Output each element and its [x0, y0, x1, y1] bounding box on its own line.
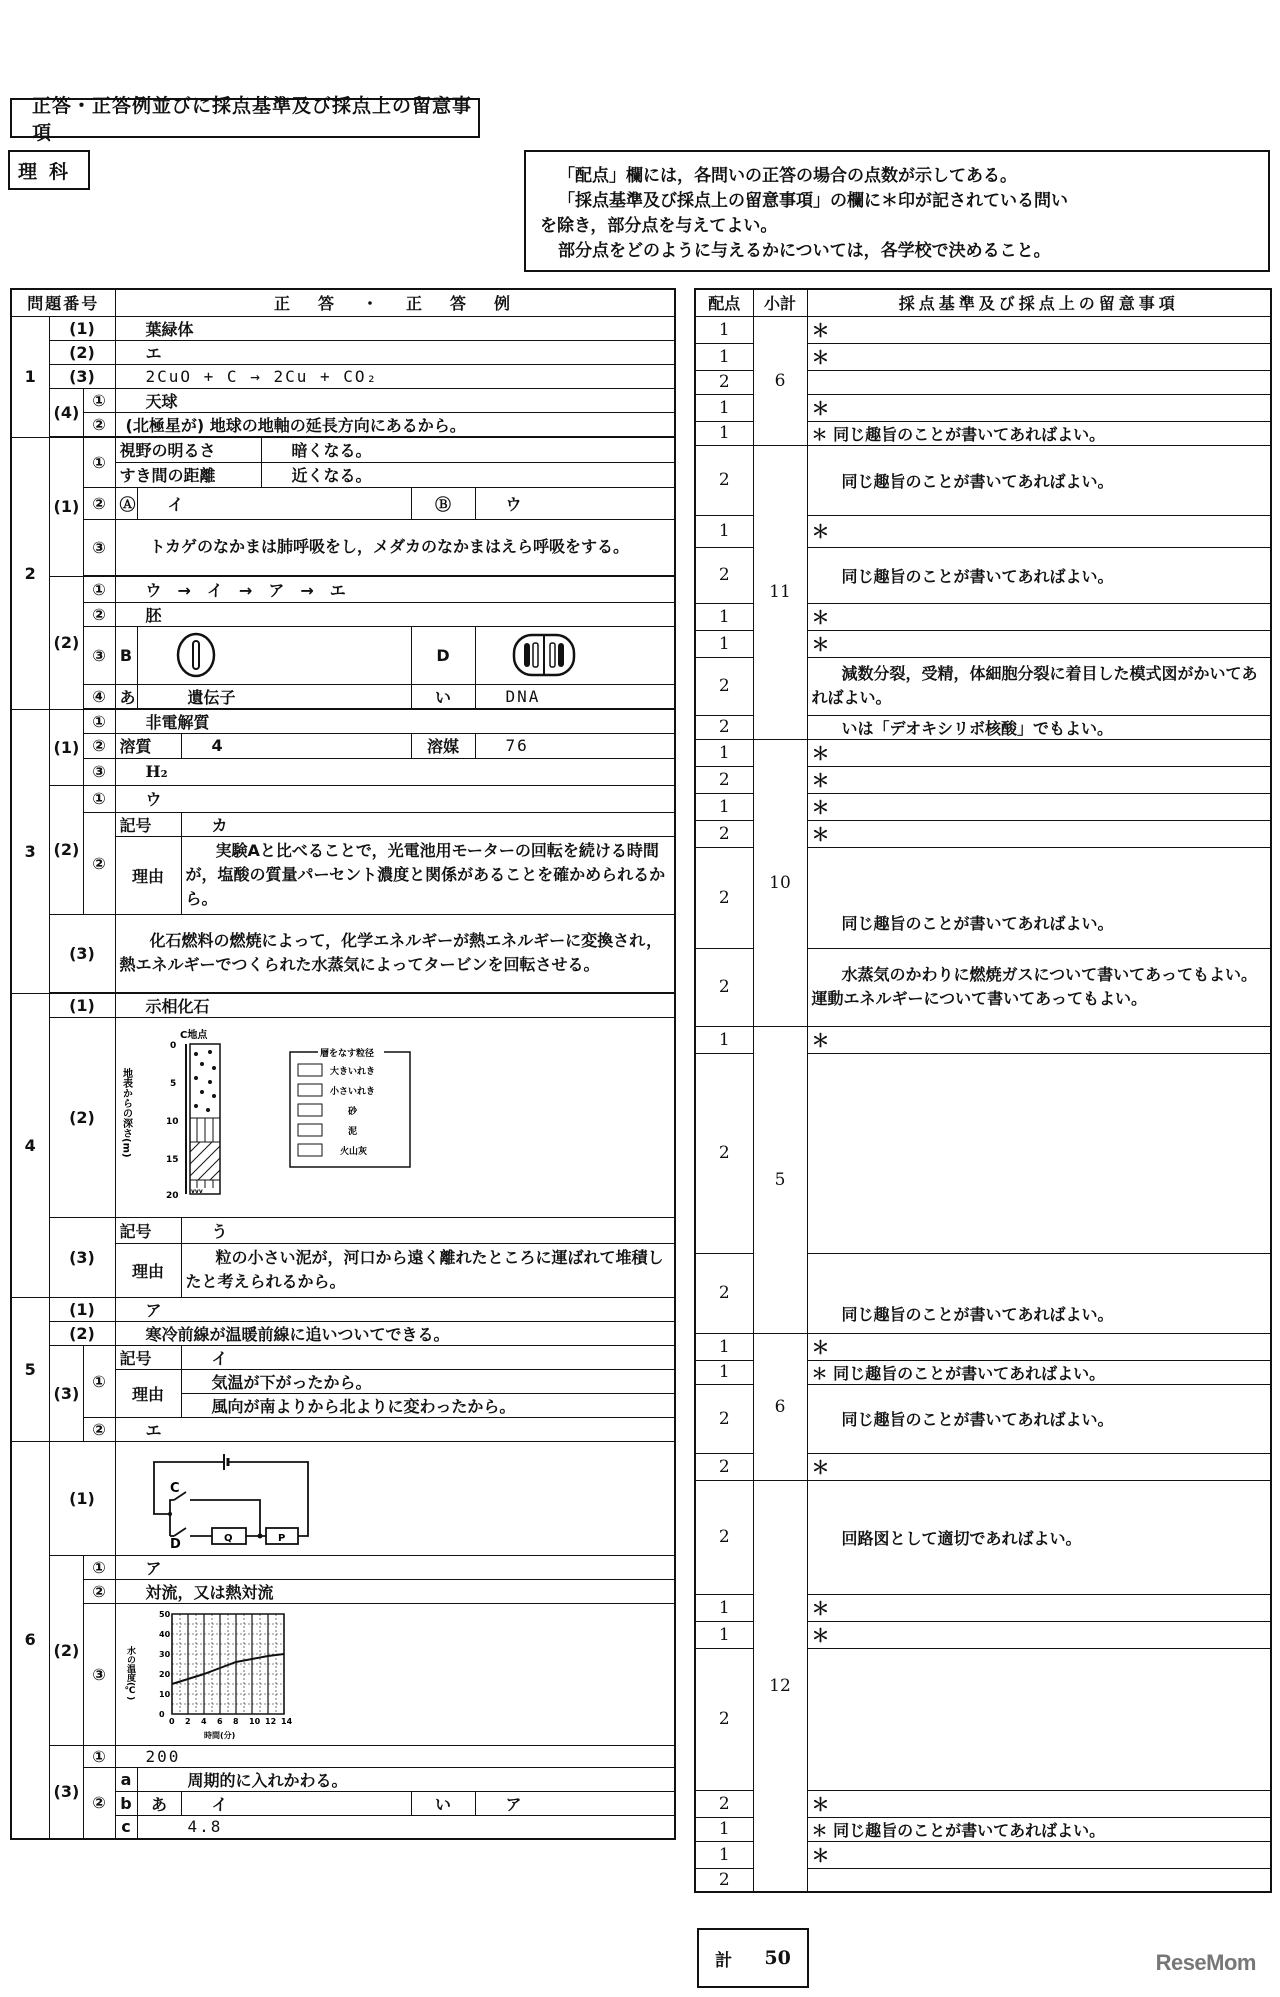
answer: 胚 [115, 602, 675, 626]
circuit-diagram-cell [115, 1441, 675, 1555]
sub-label: ② [83, 1579, 115, 1603]
answer: 寒冷前線が温暖前線に追いついてできる。 [115, 1321, 675, 1345]
reason-line: 風向が南よりから北よりに変わったから。 [181, 1393, 675, 1417]
reason-value: 粒の小さい泥が，河口から遠く離れたところに運ばれて堆積したと考えられるから。 [181, 1243, 675, 1297]
ytick: 5 [169, 1079, 176, 1089]
scoring-table [694, 288, 1272, 1893]
solute-value: 4 [181, 733, 411, 758]
note-star: ＊ [807, 1453, 1271, 1480]
part-label: (1) [49, 1297, 115, 1321]
points: 2 [695, 1790, 753, 1817]
note-star: ＊ [807, 766, 1271, 793]
svg-text:10: 10 [248, 1717, 260, 1726]
sub-label: ① [83, 785, 115, 812]
answer: ウ → イ → ア → エ [115, 576, 675, 602]
sub-label: ② [83, 1767, 115, 1839]
reason-label: 理由 [115, 836, 181, 914]
note: 水蒸気のかわりに燃焼ガスについて書いてあってもよい。運動エネルギーについて書いてあってもよい。 [807, 948, 1271, 1026]
answer: ア [475, 1791, 675, 1815]
instruction-line: を除き，部分点を与えてよい。 [540, 216, 778, 236]
instruction-line: 「配点」欄には，各問いの正答の場合の点数が示してある。 [558, 166, 1017, 186]
symbol-value: カ [181, 812, 675, 836]
points: 2 [695, 1384, 753, 1453]
points: 1 [695, 515, 753, 547]
total-value: 50 [764, 1947, 791, 1969]
svg-text:12: 12 [264, 1717, 276, 1726]
ytick: 15 [165, 1155, 179, 1165]
note-star: ＊ [807, 1841, 1271, 1868]
svg-text:8: 8 [232, 1717, 239, 1726]
resistor-q-label: Q [223, 1533, 233, 1544]
subtotal: 6 [753, 316, 807, 445]
resemom-logo: ReseMom [1155, 1950, 1256, 1975]
svg-text:50: 50 [158, 1610, 170, 1619]
cell-single-chromosome-icon [172, 631, 232, 679]
points: 1 [695, 394, 753, 421]
answer-equation: 2CuO + C → 2Cu + CO₂ [115, 364, 675, 388]
svg-text:4: 4 [200, 1717, 207, 1726]
observation-value: 暗くなる。 [261, 437, 675, 462]
switch-d-label: D [169, 1537, 181, 1548]
svg-text:0: 0 [168, 1717, 175, 1726]
instructions-box [524, 150, 1270, 272]
note-star: ＊ [807, 820, 1271, 847]
chart-xlabel: 時間(分) [203, 1731, 235, 1740]
legend-title: 層をなす粒径 [319, 1049, 374, 1059]
part-label: (1) [49, 993, 115, 1017]
sub-label: ② [83, 1417, 115, 1441]
question-number: 6 [11, 1441, 49, 1839]
reason-line: 気温が下がったから。 [181, 1369, 675, 1393]
note-star: ＊ [807, 1333, 1271, 1360]
answer: エ [115, 340, 675, 364]
sub-label: ① [83, 388, 115, 412]
answer: 遺伝子 [137, 684, 411, 708]
svg-text:10: 10 [158, 1690, 170, 1699]
temperature-chart-cell [115, 1603, 675, 1745]
answer: イ [137, 487, 411, 519]
note-star: ＊ [807, 793, 1271, 820]
answer: 周期的に入れかわる。 [137, 1767, 675, 1791]
note: 同じ趣旨のことが書いてあればよい。 [807, 1253, 1271, 1333]
mark-b: い [411, 684, 475, 708]
cell-dividing-icon [510, 631, 590, 679]
part-label: (2) [49, 576, 83, 709]
note-star: ＊ [807, 343, 1271, 370]
part-label: (4) [49, 388, 83, 436]
observation-key: すき間の距離 [115, 462, 261, 487]
mark-b: い [411, 1791, 475, 1815]
subject-label: 理科 [8, 150, 90, 190]
answer: エ [115, 1417, 675, 1441]
answer: 示相化石 [115, 993, 675, 1017]
answer: 非電解質 [115, 709, 675, 733]
note-empty [807, 1868, 1271, 1892]
note-star: ＊ [807, 316, 1271, 343]
subtotal: 11 [753, 445, 807, 739]
symbol-value: イ [181, 1345, 675, 1369]
observation-key: 視野の明るさ [115, 437, 261, 462]
sub-label: ① [83, 1555, 115, 1579]
points: 1 [695, 1841, 753, 1868]
svg-text:30: 30 [158, 1650, 170, 1659]
ytick: 20 [165, 1191, 179, 1201]
note: 同じ趣旨のことが書いてあればよい。 [807, 445, 1271, 515]
note-star: ＊ [807, 394, 1271, 421]
switch-c-label: C [169, 1481, 180, 1496]
answer: ア [115, 1297, 675, 1321]
points: 2 [695, 1053, 753, 1253]
note: 同じ趣旨のことが書いてあればよい。 [807, 847, 1271, 948]
sub-label: ① [83, 709, 115, 733]
part-label: (1) [49, 437, 83, 576]
solute-label: 溶質 [115, 733, 181, 758]
note: 減数分裂，受精，体細胞分裂に着目した模式図がかいてあればよい。 [807, 657, 1271, 715]
points: 2 [695, 1868, 753, 1892]
answer: H₂ [115, 758, 675, 785]
part-label: (1) [49, 316, 115, 340]
header-question-number: 問題番号 [11, 289, 115, 316]
circuit-diagram [120, 1448, 360, 1548]
points: 1 [695, 1621, 753, 1648]
points: 1 [695, 1360, 753, 1384]
note-star: ＊ [807, 1594, 1271, 1621]
answer: DNA [475, 684, 675, 708]
answers-table [10, 288, 676, 1840]
page-title: 正答・正答例並びに採点基準及び採点上の留意事項 [10, 98, 480, 138]
points: 2 [695, 1648, 753, 1790]
svg-text:2: 2 [184, 1717, 191, 1726]
sub-label: ② [83, 602, 115, 626]
note-empty [807, 1648, 1271, 1790]
note-star: ＊ [807, 739, 1271, 766]
answer: ウ [475, 487, 675, 519]
header-points: 配点 [695, 289, 753, 316]
question-number: 4 [11, 993, 49, 1297]
points: 1 [695, 343, 753, 370]
diagram-label-b: B [115, 626, 137, 684]
item-label-a: a [115, 1767, 137, 1791]
observation-value: 近くなる。 [261, 462, 675, 487]
sub-label: ③ [83, 1603, 115, 1745]
total-label: 計 [715, 1950, 733, 1971]
points: 2 [695, 1453, 753, 1480]
points: 1 [695, 1026, 753, 1053]
answer: イ [181, 1791, 411, 1815]
svg-text:20: 20 [158, 1670, 170, 1679]
sub-label: ① [83, 1345, 115, 1417]
part-label: (1) [49, 1441, 115, 1555]
subtotal: 5 [753, 1026, 807, 1333]
cell-diagram-d [475, 626, 675, 684]
sub-label: ④ [83, 684, 115, 708]
ytick: 0 [169, 1041, 176, 1051]
strata-column-diagram [120, 1022, 450, 1212]
instruction-line: 部分点をどのように与えるかについては，各学校で決めること。 [558, 241, 1051, 261]
reason-value: 実験Aと比べることで，光電池用モーターの回転を続ける時間が，塩酸の質量パーセント濃度と関係があることを確かめられるから。 [181, 836, 675, 914]
subtotal: 10 [753, 739, 807, 1026]
question-number: 2 [11, 437, 49, 709]
points: 1 [695, 421, 753, 445]
answer: 葉緑体 [115, 316, 675, 340]
note: 同じ趣旨のことが書いてあればよい。 [807, 1384, 1271, 1453]
points: 2 [695, 1480, 753, 1594]
ytick: 10 [165, 1117, 179, 1127]
strata-ylabel: 地表からの深さ(m) [120, 1068, 131, 1158]
item-label-c: c [115, 1815, 137, 1839]
symbol-label: 記号 [115, 1345, 181, 1369]
temperature-graph [120, 1606, 370, 1742]
points: 2 [695, 1253, 753, 1333]
mark-a: あ [137, 1791, 181, 1815]
points: 1 [695, 316, 753, 343]
question-number: 1 [11, 316, 49, 437]
subtotal: 6 [753, 1333, 807, 1480]
note-star: ＊ [807, 1790, 1271, 1817]
mark-a: Ⓐ [115, 487, 137, 519]
note-star: ＊ [807, 630, 1271, 657]
answer: ア [115, 1555, 675, 1579]
note-empty [807, 370, 1271, 394]
part-label: (2) [49, 1555, 83, 1745]
part-label: (3) [49, 364, 115, 388]
note: ＊ 同じ趣旨のことが書いてあればよい。 [807, 421, 1271, 445]
legend-item: 火山灰 [339, 1147, 367, 1157]
diagram-label-d: D [411, 626, 475, 684]
sub-label: ① [83, 1745, 115, 1767]
svg-text:vvv: vvv [190, 1188, 203, 1195]
sub-label: ③ [83, 626, 115, 684]
part-label: (3) [49, 914, 115, 992]
note: ＊ 同じ趣旨のことが書いてあればよい。 [807, 1360, 1271, 1384]
answer: 200 [115, 1745, 675, 1767]
points: 2 [695, 657, 753, 715]
header-notes: 採点基準及び採点上の留意事項 [807, 289, 1271, 316]
points: 2 [695, 370, 753, 394]
reason-label: 理由 [115, 1369, 181, 1417]
sub-label: ① [83, 437, 115, 487]
legend-item: 砂 [347, 1107, 357, 1117]
note-star: ＊ [807, 515, 1271, 547]
svg-text:14: 14 [280, 1717, 292, 1726]
answer: 4.8 [137, 1815, 675, 1839]
points: 1 [695, 739, 753, 766]
svg-text:6: 6 [216, 1717, 223, 1726]
sub-label: ② [83, 487, 115, 519]
strata-site-label: C地点 [179, 1030, 207, 1041]
mark-a: あ [115, 684, 137, 708]
subtotal: 12 [753, 1480, 807, 1892]
note-star: ＊ [807, 1026, 1271, 1053]
question-number: 3 [11, 709, 49, 993]
instruction-line: 「採点基準及び採点上の留意事項」の欄に＊印が記されている問い [558, 191, 1068, 211]
part-label: (2) [49, 785, 83, 914]
note: ＊ 同じ趣旨のことが書いてあればよい。 [807, 1817, 1271, 1841]
sub-label: ② [83, 733, 115, 758]
note: 同じ趣旨のことが書いてあればよい。 [807, 547, 1271, 603]
part-label: (3) [49, 1217, 115, 1297]
answer: ウ [115, 785, 675, 812]
note-star: ＊ [807, 603, 1271, 630]
points: 2 [695, 820, 753, 847]
part-label: (3) [49, 1745, 83, 1839]
answer: トカゲのなかまは肺呼吸をし，メダカのなかまはえら呼吸をする。 [115, 519, 675, 575]
points: 2 [695, 847, 753, 948]
points: 2 [695, 715, 753, 739]
note: いは「デオキシリボ核酸」でもよい。 [807, 715, 1271, 739]
svg-text:0: 0 [158, 1710, 165, 1719]
header-answer: 正 答 ・ 正 答 例 [115, 289, 675, 316]
note-empty [807, 1053, 1271, 1253]
resistor-p-label: P [277, 1533, 285, 1544]
answer: 化石燃料の燃焼によって，化学エネルギーが熱エネルギーに変換され，熱エネルギーでつくられた水蒸気によってタービンを回転させる。 [115, 914, 675, 992]
part-label: (3) [49, 1345, 83, 1441]
symbol-label: 記号 [115, 812, 181, 836]
sub-label: ② [83, 812, 115, 914]
answer: (北極星が) 地球の地軸の延長方向にあるから。 [115, 412, 675, 436]
points: 1 [695, 793, 753, 820]
points: 2 [695, 948, 753, 1026]
solvent-value: 76 [475, 733, 675, 758]
points: 2 [695, 547, 753, 603]
reason-label: 理由 [115, 1243, 181, 1297]
symbol-value: う [181, 1217, 675, 1243]
answer: 対流，又は熱対流 [115, 1579, 675, 1603]
part-label: (1) [49, 709, 83, 785]
points: 1 [695, 630, 753, 657]
cell-diagram-b [137, 626, 411, 684]
sub-label: ① [83, 576, 115, 602]
symbol-label: 記号 [115, 1217, 181, 1243]
total-box [697, 1928, 809, 1988]
note: 回路図として適切であればよい。 [807, 1480, 1271, 1594]
part-label: (2) [49, 340, 115, 364]
part-label: (2) [49, 1017, 115, 1217]
header-subtotal: 小計 [753, 289, 807, 316]
points: 1 [695, 603, 753, 630]
note-star: ＊ [807, 1621, 1271, 1648]
answer: 天球 [115, 388, 675, 412]
sub-label: ② [83, 412, 115, 436]
points: 2 [695, 766, 753, 793]
svg-text:40: 40 [158, 1630, 170, 1639]
points: 1 [695, 1817, 753, 1841]
legend-item: 大きいれき [329, 1067, 375, 1077]
points: 1 [695, 1594, 753, 1621]
question-number: 5 [11, 1297, 49, 1441]
chart-ylabel: 水の温度(℃) [124, 1646, 135, 1701]
sub-label: ③ [83, 758, 115, 785]
part-label: (2) [49, 1321, 115, 1345]
item-label-b: b [115, 1791, 137, 1815]
sub-label: ③ [83, 519, 115, 575]
legend-item: 泥 [347, 1127, 357, 1137]
mark-b: Ⓑ [411, 487, 475, 519]
legend-item: 小さいれき [329, 1087, 375, 1097]
solvent-label: 溶媒 [411, 733, 475, 758]
points: 1 [695, 1333, 753, 1360]
strata-diagram-cell [115, 1017, 675, 1217]
points: 2 [695, 445, 753, 515]
